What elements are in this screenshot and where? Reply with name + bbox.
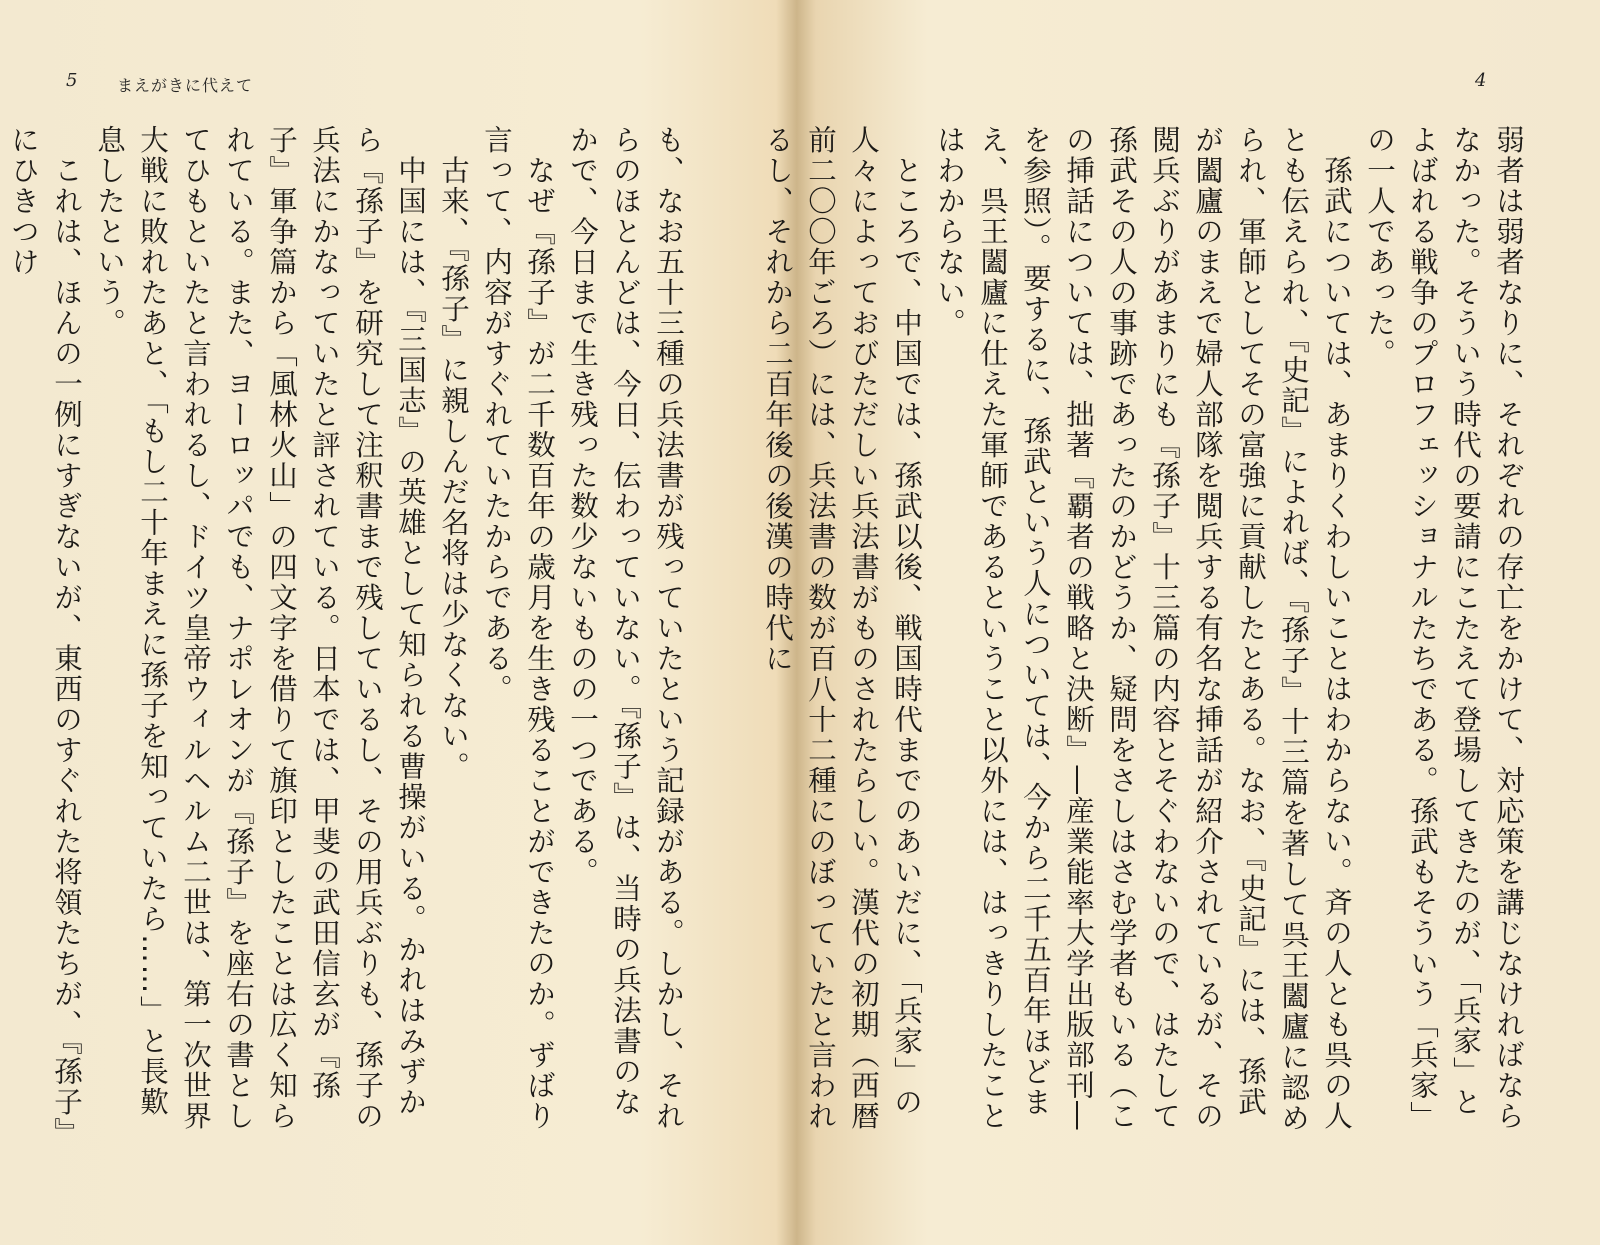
page-number-left: 5 — [66, 70, 78, 91]
right-page — [761, 0, 1600, 1245]
page-number-right: 4 — [1475, 70, 1487, 91]
left-page-text — [7, 125, 690, 1135]
right-page-text — [761, 125, 1530, 1135]
running-head: まえがきに代えて — [117, 76, 254, 95]
paragraph: 孫武については、あまりくわしいことはわからない。斉の人とも呉の人とも伝えられ、『史記』によれば、『孫子』十三篇を著して呉王闔廬に認められ、軍師としてその富強に貢献したとある。なお、『史記』には、孫武が闔廬のまえで婦人部隊を閲兵する有名な挿話が紹介されているが、その閲兵ぶりがあまりにも『孫子』十三篇の内容とそぐわないので、はたして孫武その人の事跡であったのかどうか、疑問をさしはさむ学者もいる（この挿話については、拙著『覇者の戦略と決断』―産業能率大学出版部刊―を参照）。要するに、孫武という人については、今から二千五百年ほどまえ、呉王闔廬に仕えた軍師であるということ以外には、はっきりしたことはわからない。 — [933, 125, 1353, 1134]
paragraph: 中国には、『三国志』の英雄として知られる曹操がいる。かれはみずから『孫子』を研究して注釈書まで残しているし、その用兵ぶりも、孫子の兵法にかなっていたと評されている。日本では、甲斐の武田信玄が『孫子』軍争篇から「風林火山」の四文字を借りて旗印としたことは広く知られている。また、ヨーロッパでも、ナポレオンが『孫子』を座右の書としてひもといたと言われるし、ドイツ皇帝ウィルヘルム二世は、第一次世界大戦に敗れたあと、「もし二十年まえに孫子を知っていたら……」と長歎息したという。 — [93, 125, 427, 1132]
paragraph: これは、ほんの一例にすぎないが、東西のすぐれた将領たちが、『孫子』にひきつけ — [7, 125, 83, 1134]
paragraph: ところで、中国では、孫武以後、戦国時代までのあいだに、「兵家」の人々によっておびただしい兵法書がものされたらしい。漢代の初期（西暦前二〇〇年ごろ）には、兵法書の数が百八十二種にのぼっていたと言われるし、それから二百年後の後漢の時代に — [761, 125, 923, 1132]
paragraph: 古来、『孫子』に親しんだ名将は少なくない。 — [437, 125, 470, 782]
paragraph: も、なお五十三種の兵法書が残っていたという記録がある。しかし、それらのほとんどは、今日、伝わっていない。『孫子』は、当時の兵法書のなかで、今日まで生き残った数少ないものの一つである。 — [566, 125, 685, 1132]
paragraph: なぜ『孫子』が二千数百年の歳月を生き残ることができたのか。ずばり言って、内容がすぐれていたからである。 — [480, 125, 556, 1132]
paragraph: 弱者は弱者なりに、それぞれの存亡をかけて、対応策を講じなければならなかった。そういう時代の要請にこたえて登場してきたのが、「兵家」とよばれる戦争のプロフェッショナルたちである。孫武もそういう「兵家」の一人であった。 — [1363, 125, 1525, 1132]
